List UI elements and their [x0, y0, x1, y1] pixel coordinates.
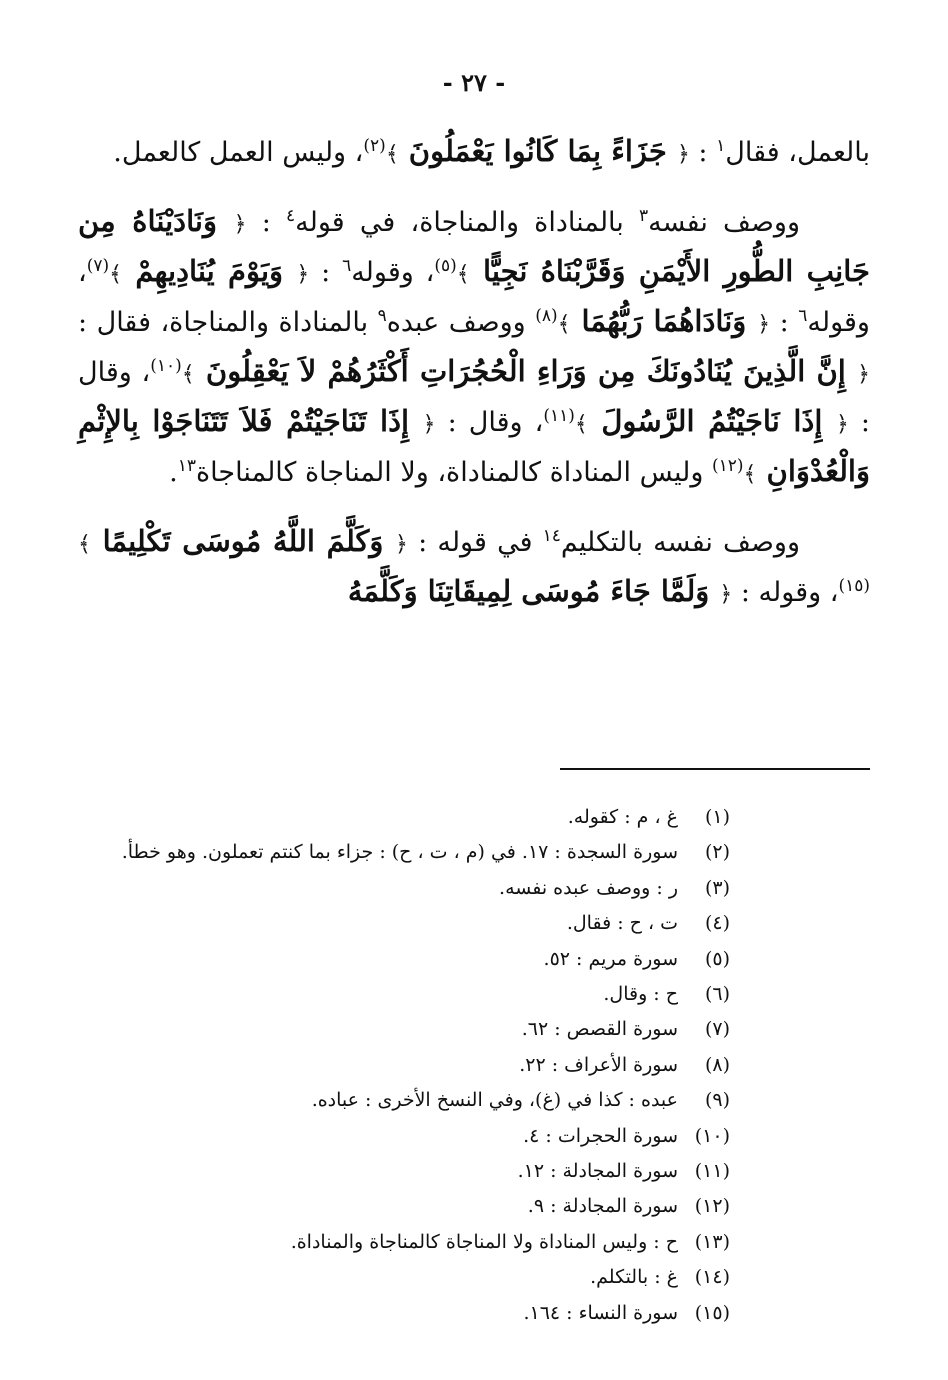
body-text: بالمناداة والمناجاة، فقال :	[78, 307, 378, 338]
ornate-bracket-icon: ﴾	[743, 462, 757, 487]
ornate-bracket-icon: ﴾	[385, 142, 399, 167]
footnote-reference: (٢)	[363, 136, 386, 156]
ornate-bracket-icon: ﴾	[456, 262, 470, 287]
ornate-bracket-icon: ﴿	[757, 312, 771, 337]
footnote-text: ح : وليس المناداة ولا المناجاة كالمناجاة والمناداة.	[290, 1230, 678, 1253]
paragraph	[78, 128, 870, 178]
footnote-text: ح : وقال.	[603, 983, 678, 1006]
ornate-bracket-icon: ﴿	[422, 412, 436, 437]
footnote	[78, 1189, 730, 1224]
paragraph	[78, 518, 870, 618]
body-text: .	[169, 457, 178, 488]
footnote	[78, 1260, 730, 1295]
footnote	[78, 942, 730, 977]
footnote	[78, 906, 730, 941]
ornate-bracket-icon: ﴾	[109, 262, 123, 287]
body-text: ، وقوله :	[732, 577, 839, 608]
footnote-number: (٨)	[704, 1053, 730, 1076]
quran-verse: جَزَاءً بِمَا كَانُوا يَعْمَلُونَ	[398, 134, 677, 168]
body-text: :	[689, 137, 717, 168]
body-text: ، وقال :	[78, 357, 870, 438]
footnote	[78, 1154, 730, 1189]
footnote-text: عبده : كذا في (غ)، وفي النسخ الأخرى : عباده.	[311, 1089, 678, 1112]
quran-verse: وَلَمَّا جَاءَ مُوسَى لِمِيقَاتِنَا وَكَلَّمَهُ	[347, 574, 720, 608]
body-text: ، وقوله	[351, 257, 435, 288]
footnote-number: (٥)	[704, 947, 730, 970]
ornate-bracket-icon: ﴾	[78, 532, 91, 557]
ornate-bracket-icon: ﴿	[395, 532, 408, 557]
footnote	[78, 1083, 730, 1118]
main-text	[78, 128, 870, 638]
footnote-text: سورة مريم : ٥٢.	[543, 947, 678, 970]
footnote	[78, 977, 730, 1012]
footnote-reference: (٧)	[86, 256, 110, 276]
ornate-bracket-icon: ﴿	[835, 412, 849, 437]
footnote-text: سورة المجادلة : ٩.	[527, 1195, 678, 1218]
body-text: ووصف نفسه	[648, 207, 800, 238]
footnote-reference: (١٥)	[838, 576, 870, 596]
footnote-number: (١٠)	[694, 1124, 730, 1147]
body-text: :	[309, 257, 343, 288]
footnote	[78, 835, 730, 870]
body-text: ووصف نفسه بالتكليم	[560, 527, 800, 558]
footnote-reference: ٦	[798, 306, 808, 326]
quran-verse: وَنَادَيْنَاهُ مِن جَانِبِ الطُّورِ الأَيْمَنِ وَقَرَّبْنَاهُ نَجِيًّا	[78, 204, 870, 288]
footnote-text: ر : ووصف عبده نفسه.	[499, 876, 678, 899]
quran-verse: وَيَوْمَ يُنَادِيهِمْ	[122, 254, 297, 288]
footnote	[78, 800, 730, 835]
footnote	[78, 871, 730, 906]
ornate-bracket-icon: ﴾	[181, 362, 195, 387]
footnote-text: ت ، ح : فقال.	[566, 912, 678, 935]
footnote-number: (٧)	[704, 1018, 730, 1041]
footnote	[78, 1296, 730, 1331]
footnote-number: (١٢)	[694, 1195, 730, 1218]
footnote-text: غ ، م : كقوله.	[567, 806, 678, 828]
footnote-number: (٣)	[704, 876, 730, 899]
ornate-bracket-icon: ﴾	[574, 412, 588, 437]
footnote-number: (٦)	[704, 983, 730, 1006]
ornate-bracket-icon: ﴿	[296, 262, 310, 287]
footnote	[78, 1225, 730, 1260]
footnote-reference: ١٣	[177, 456, 197, 476]
body-text: ، وقوله	[78, 257, 870, 338]
ornate-bracket-icon: ﴿	[676, 142, 690, 167]
footnote-number: (١٥)	[694, 1301, 730, 1324]
footnote	[78, 1048, 730, 1083]
footnote-divider	[560, 768, 870, 770]
footnote-reference: ١٤	[542, 526, 561, 546]
body-text: ، وليس العمل كالعمل.	[113, 137, 364, 168]
footnote-text: سورة القصص : ٦٢.	[521, 1018, 678, 1041]
body-text: بالعمل، فقال	[725, 137, 870, 168]
footnote-text: غ : بالتكلم.	[590, 1266, 678, 1289]
footnote	[78, 1012, 730, 1047]
footnote-text: سورة السجدة : ١٧. في (م ، ت ، ح) : جزاء بما كنتم تعملون. وهو خطأ.	[121, 841, 678, 864]
footnote-number: (١٤)	[694, 1266, 730, 1289]
footnote-reference: (١٠)	[150, 356, 182, 376]
footnote-reference: ٦	[342, 256, 352, 276]
footnote-text: سورة النساء : ١٦٤.	[523, 1301, 678, 1324]
footnote-reference: ٣	[638, 206, 649, 226]
footnotes-list	[78, 800, 730, 1331]
body-text: :	[770, 307, 799, 338]
footnote-reference: (٨)	[535, 306, 558, 326]
footnote-reference: ٩	[377, 306, 387, 326]
ornate-bracket-icon: ﴿	[719, 582, 733, 607]
ornate-bracket-icon: ﴿	[857, 362, 870, 387]
footnote-number: (٩)	[704, 1089, 730, 1112]
quran-verse: وَنَادَاهُمَا رَبُّهُمَا	[570, 304, 758, 338]
footnote	[78, 1119, 730, 1154]
body-text: ووصف عبده	[386, 307, 536, 338]
page-number: - ٢٧ -	[442, 68, 506, 97]
body-text: :	[246, 207, 287, 238]
footnote-number: (١)	[704, 806, 730, 828]
footnote-number: (١٣)	[694, 1230, 730, 1253]
footnote-reference: ٤	[286, 206, 296, 226]
footnote-reference: (١٢)	[711, 456, 744, 476]
footnote-reference: (١١)	[543, 406, 575, 426]
footnote-text: سورة الأعراف : ٢٢.	[519, 1053, 678, 1076]
footnote-reference: ١	[716, 136, 726, 156]
ornate-bracket-icon: ﴿	[233, 212, 247, 237]
ornate-bracket-icon: ﴾	[557, 312, 571, 337]
quran-verse: إِذَا تَنَاجَيْتُمْ فَلاَ تَتَنَاجَوْا بِالإِثْمِ وَالْعُدْوَانِ	[78, 404, 870, 488]
footnote-text: سورة الحجرات : ٤.	[523, 1124, 678, 1147]
footnote-number: (١١)	[694, 1160, 730, 1183]
quran-verse: إِنَّ الَّذِينَ يُنَادُونَكَ مِن وَرَاءِ الْحُجُرَاتِ أَكْثَرُهُمْ لاَ يَعْقِلُونَ	[194, 354, 858, 388]
body-text: وليس المناداة كالمناداة، ولا المناجاة كالمناجاة	[196, 457, 712, 488]
body-text: ، وقال :	[435, 407, 544, 438]
body-text: في قوله :	[407, 527, 543, 558]
footnote-text: سورة المجادلة : ١٢.	[517, 1160, 678, 1183]
footnote-reference: (٥)	[434, 256, 457, 276]
footnote-number: (٤)	[704, 912, 730, 935]
body-text: بالمناداة والمناجاة، في قوله	[295, 207, 639, 238]
footnote-number: (٢)	[704, 841, 730, 864]
quran-verse: إِذَا نَاجَيْتُمُ الرَّسُولَ	[587, 404, 836, 438]
paragraph	[78, 198, 870, 498]
quran-verse: وَكَلَّمَ اللَّهُ مُوسَى تَكْلِيمًا	[90, 524, 396, 558]
